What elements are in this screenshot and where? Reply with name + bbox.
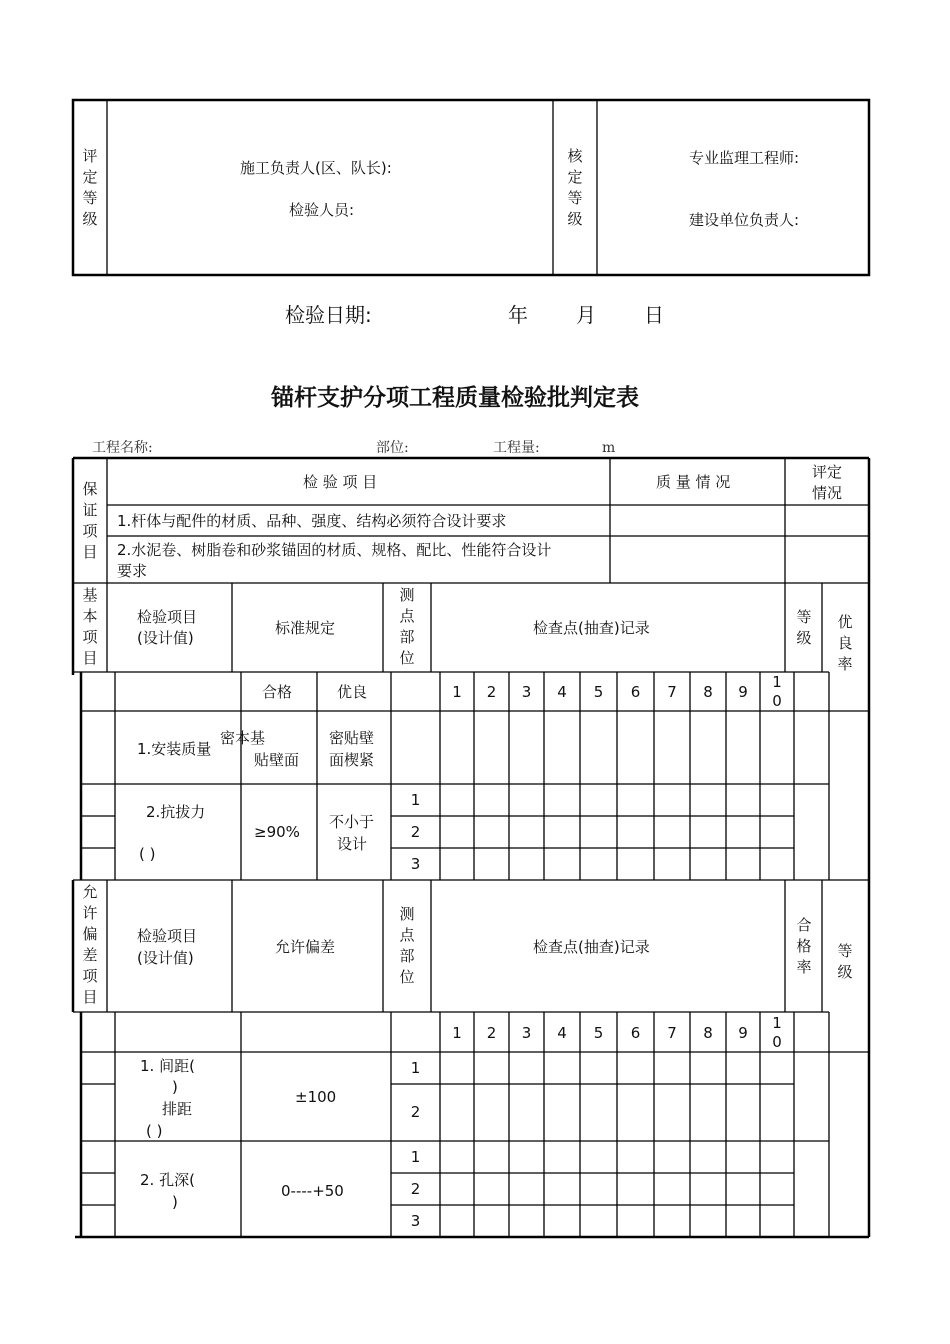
allowance-col-dev: 允许偏差 bbox=[275, 938, 336, 956]
guarantee-header-item: 检 验 项 目 bbox=[303, 473, 378, 491]
location-label: 部位: bbox=[376, 440, 409, 456]
allowance-items-label: 允许偏差项目 bbox=[82, 883, 98, 1006]
basic-col-rate: 优良率 bbox=[837, 613, 853, 673]
allowance-row1-dev: ±100 bbox=[295, 1088, 337, 1106]
allowance-num-4: 4 bbox=[557, 1024, 567, 1042]
basic-num-3: 3 bbox=[521, 683, 532, 701]
allowance-col-grade: 等级 bbox=[837, 942, 853, 981]
basic-point-1: 1 bbox=[410, 791, 421, 809]
basic-num-4: 4 bbox=[557, 683, 567, 701]
basic-col-item-line1: 检验项目 bbox=[137, 608, 198, 626]
allowance-row2-point-2: 2 bbox=[410, 1180, 421, 1198]
verified-grade-label: 核定等级 bbox=[567, 147, 583, 228]
allowance-row1-line3: 排距 bbox=[162, 1100, 193, 1118]
allowance-num-10-b: 0 bbox=[772, 1033, 782, 1051]
basic-row1-item: 1.安装质量 bbox=[137, 740, 212, 758]
basic-col-grade: 等级 bbox=[796, 608, 812, 647]
guarantee-header-quality: 质 量 情 况 bbox=[656, 473, 731, 491]
supervisor-label: 专业监理工程师: bbox=[689, 149, 800, 167]
date-year: 年 bbox=[508, 303, 528, 327]
allowance-col-rate: 合格率 bbox=[796, 916, 812, 976]
basic-excellent-label: 优良 bbox=[337, 683, 368, 701]
quantity-unit: m bbox=[602, 440, 616, 456]
page-title: 锚杆支护分项工程质量检验批判定表 bbox=[271, 385, 639, 411]
basic-row2-exc-line1: 不小于 bbox=[329, 813, 375, 831]
basic-num-5: 5 bbox=[593, 683, 604, 701]
allowance-num-6: 6 bbox=[630, 1024, 641, 1042]
basic-col-point: 测点部位 bbox=[399, 586, 415, 667]
allowance-col-record: 检查点(抽查)记录 bbox=[533, 938, 650, 956]
basic-point-2: 2 bbox=[410, 823, 421, 841]
allowance-row2-line2: ) bbox=[172, 1193, 178, 1211]
guarantee-items-label: 保证项目 bbox=[82, 480, 98, 561]
allowance-row2-line1: 2. 孔深( bbox=[140, 1171, 195, 1189]
allowance-row1-line1: 1. 间距( bbox=[140, 1057, 195, 1075]
basic-row1-exc-line1: 密贴壁 bbox=[329, 729, 375, 747]
allowance-row2-dev: 0----+50 bbox=[281, 1182, 344, 1200]
allowance-col-item-line2: (设计值) bbox=[137, 949, 194, 967]
allowance-row2-point-1: 1 bbox=[410, 1148, 421, 1166]
basic-point-3: 3 bbox=[410, 855, 421, 873]
basic-row2-item: 2.抗拔力 bbox=[146, 803, 206, 821]
date-day: 日 bbox=[644, 303, 664, 327]
allowance-col-item-line1: 检验项目 bbox=[137, 927, 198, 945]
quantity-label: 工程量: bbox=[493, 440, 540, 456]
allowance-col-point: 测点部位 bbox=[399, 905, 415, 986]
allowance-row1-line2: ) bbox=[172, 1078, 178, 1096]
basic-num-7: 7 bbox=[667, 683, 677, 701]
guarantee-item-2-line1: 2.水泥卷、树脂卷和砂浆锚固的材质、规格、配比、性能符合设计 bbox=[117, 541, 552, 559]
basic-num-1: 1 bbox=[452, 683, 462, 701]
allowance-row1-point-1: 1 bbox=[410, 1059, 421, 1077]
guarantee-item-2-line2: 要求 bbox=[117, 562, 148, 580]
basic-items-label: 基本项目 bbox=[82, 586, 98, 667]
basic-num-9: 9 bbox=[738, 683, 748, 701]
allowance-num-5: 5 bbox=[593, 1024, 604, 1042]
basic-row1-qual-line1: 密本基 bbox=[220, 729, 266, 747]
allowance-num-7: 7 bbox=[667, 1024, 677, 1042]
owner-leader-label: 建设单位负责人: bbox=[689, 211, 800, 229]
basic-col-standard: 标准规定 bbox=[275, 619, 336, 637]
rating-grade-label: 评定等级 bbox=[82, 147, 98, 228]
basic-row1-exc-line2: 面楔紧 bbox=[329, 751, 375, 769]
basic-row2-paren: ( ) bbox=[139, 845, 156, 863]
basic-num-8: 8 bbox=[703, 683, 713, 701]
basic-qualified-label: 合格 bbox=[262, 683, 293, 701]
guarantee-header-rating: 评定情况 bbox=[811, 463, 842, 502]
allowance-row2-point-3: 3 bbox=[410, 1212, 421, 1230]
basic-col-item-line2: (设计值) bbox=[137, 629, 194, 647]
inspection-date-label: 检验日期: bbox=[285, 303, 372, 327]
date-month: 月 bbox=[576, 303, 596, 327]
basic-num-10-a: 1 bbox=[772, 673, 782, 691]
allowance-num-1: 1 bbox=[452, 1024, 462, 1042]
basic-row2-exc-line2: 设计 bbox=[337, 835, 368, 853]
basic-row1-qual-line2: 贴壁面 bbox=[254, 751, 300, 769]
allowance-row1-line4: ( ) bbox=[146, 1122, 163, 1140]
allowance-num-10-a: 1 bbox=[772, 1014, 782, 1032]
basic-num-6: 6 bbox=[630, 683, 641, 701]
basic-num-10-b: 0 bbox=[772, 692, 782, 710]
basic-col-record: 检查点(抽查)记录 bbox=[533, 619, 650, 637]
allowance-row1-point-2: 2 bbox=[410, 1103, 421, 1121]
basic-num-2: 2 bbox=[486, 683, 497, 701]
allowance-num-8: 8 bbox=[703, 1024, 713, 1042]
allowance-num-2: 2 bbox=[486, 1024, 497, 1042]
construction-leader-label: 施工负责人(区、队长): bbox=[240, 159, 392, 177]
basic-row2-qual: ≥90% bbox=[254, 823, 300, 841]
project-name-label: 工程名称: bbox=[92, 440, 153, 456]
allowance-num-9: 9 bbox=[738, 1024, 748, 1042]
guarantee-item-1: 1.杆体与配件的材质、品种、强度、结构必须符合设计要求 bbox=[117, 512, 507, 530]
inspector-label: 检验人员: bbox=[289, 201, 355, 219]
allowance-num-3: 3 bbox=[521, 1024, 532, 1042]
